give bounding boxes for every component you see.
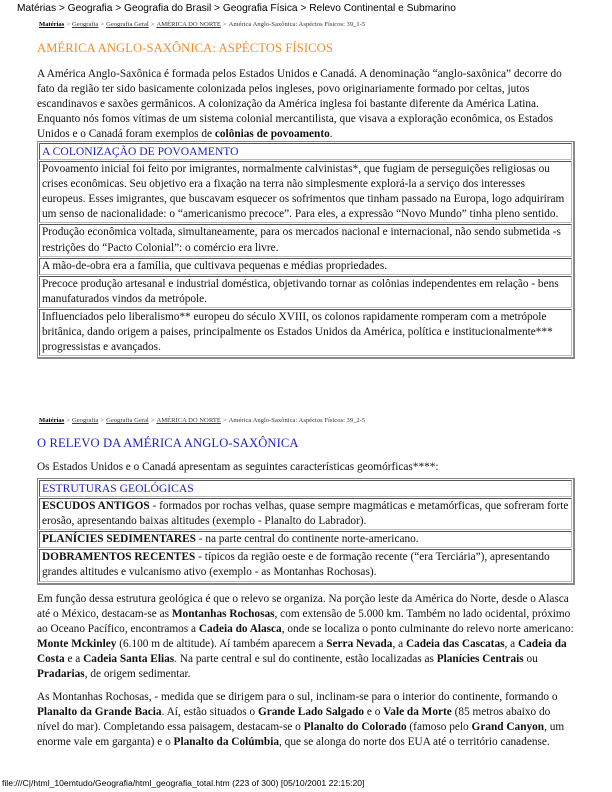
table-header: A COLONIZAÇÃO DE POVOAMENTO — [39, 143, 572, 160]
table-row: ESCUDOS ANTIGOS - formados por rochas velhas, quase sempre magmáticas e metamórficas, que sofreram forte erosão, apresentando baixas altitudes (exemplo - Planalto do Labrador). — [39, 498, 572, 530]
bold-term: Cadeia Santa Elias — [83, 653, 175, 666]
bold-term: Montanhas Rochosas — [171, 608, 275, 621]
bold-term: Pradarias — [37, 668, 85, 681]
file-footer: file:///C|/html_10emtudo/Geografia/html_geografia_total.htm (223 of 300) [05/10/2001 22:15:20] — [2, 778, 365, 788]
text-segment: , de origem sedimentar. — [84, 668, 191, 681]
text-segment: , a — [504, 638, 518, 651]
bold-term: Planalto da Colúmbia — [173, 736, 280, 749]
text-segment: e o — [364, 706, 384, 719]
bold-term: Planícies Centrais — [436, 653, 524, 666]
text-segment: . Aí, estão situados o — [161, 706, 258, 719]
breadcrumb-link-america-do-norte[interactable]: AMÉRICA DO NORTE — [156, 21, 221, 28]
row-term: ESCUDOS ANTIGOS — [42, 500, 150, 513]
bold-term: Vale da Morte — [383, 706, 452, 719]
text-segment: , onde se localiza o ponto culminante do relevo norte americano: — [281, 623, 574, 636]
colonization-table — [37, 141, 575, 359]
bold-term: Cadeia do Alasca — [198, 623, 282, 636]
table-header: ESTRUTURAS GEOLÓGICAS — [39, 480, 572, 497]
geology-table — [37, 478, 575, 585]
intro-paragraph: Os Estados Unidos e o Canadá apresentam as seguintes características geomórficas****: — [37, 461, 439, 473]
text-segment: (85 metros abaixo do nível do mar). Completando essa paisagem, destacam-se o — [37, 706, 551, 734]
bold-term: Planalto da Grande Bacia — [37, 706, 162, 719]
text-segment: e a — [64, 653, 84, 666]
bold-term: Grand Canyon — [471, 721, 545, 734]
text-segment: As Montanhas Rochosas, - medida que se dirigem para o sul, inclinam-se para o interior do continente, formando o — [37, 691, 558, 703]
table-row: Produção econômica voltada, simultaneamente, para os mercados nacional e internacional, não sendo submetida -s restrições do “Pacto Colonial”: o comércio era livre. — [39, 224, 572, 256]
breadcrumb-link-geografia[interactable]: Geografia — [71, 417, 99, 424]
section-title: O RELEVO DA AMÉRICA ANGLO-SAXÔNICA — [37, 436, 299, 450]
bold-term: Cadeia da Costa — [37, 638, 567, 666]
breadcrumb-link-materias[interactable]: Matérias — [39, 417, 65, 424]
bold-term: Planalto do Colorado — [303, 721, 407, 734]
breadcrumb-link-geografia-geral[interactable]: Geografia Geral — [106, 21, 149, 28]
top-breadcrumb: Matérias > Geografia > Geografia do Brasil > Geografia Física > Relevo Continental e Submarino — [17, 3, 456, 14]
row-term: DOBRAMENTOS RECENTES — [42, 551, 196, 564]
table-row: Influenciados pelo liberalismo** europeu do século XVIII, os colonos rapidamente romperam com a metrópole britânica, dando origem a paises, principalmente os Estados Unidos da América, política e institucionalmente*** progressistas e avançados. — [39, 309, 572, 356]
breadcrumb: Matérias > Geografia > Geografia Geral > AMÉRICA DO NORTE > América Anglo-Saxônica: Aspéctos Físicos: 39_1-5 — [39, 21, 366, 28]
intro-paragraph: A América Anglo-Saxônica é formada pelos Estados Unidos e Canadá. A denominação “anglo-saxônica” decorre do fato da região ter sido basicamente colonizada pelos ingleses, povo originariamente formado por celtas, jutos escandinavos e saxões germânicos. A colonização da América inglesa foi bastante diferente da América Latina. Enquanto nós fomos vítimas de um sistema colonial mercantilista, que visava a exploração econômica, os Estados Unidos e o Canadá foram exemplos de colônias de povoamento. — [37, 68, 562, 141]
bold-term: Grande Lado Salgado — [257, 706, 365, 719]
bold-term: Monte Mckinley — [37, 638, 117, 651]
relief-paragraph — [37, 592, 575, 683]
table-row: PLANÍCIES SEDIMENTARES - na parte central do continente norte-americano. — [39, 531, 572, 548]
section-title: AMÉRICA ANGLO-SAXÔNICA: ASPÉCTOS FÍSICOS — [37, 41, 333, 55]
breadcrumb-link-america-do-norte[interactable]: AMÉRICA DO NORTE — [156, 417, 221, 424]
bold-term: Serra Nevada — [326, 638, 393, 651]
text-segment: , que se alonga do norte dos EUA até o território canadense. — [279, 736, 550, 749]
breadcrumb: Matérias > Geografia > Geografia Geral > AMÉRICA DO NORTE > América Anglo-Saxônica: Aspéctos Físicos: 39_2-5 — [39, 417, 366, 424]
breadcrumb-current: América Anglo-Saxônica: Aspéctos Físicos: 39_2-5 — [228, 417, 366, 424]
text-segment: . Na parte central e sul do continente, estão localizadas as — [174, 653, 437, 666]
breadcrumb-link-geografia[interactable]: Geografia — [71, 21, 99, 28]
bold-term: Cadeia das Cascatas — [405, 638, 505, 651]
text-segment: , um enorme vale em garganta) e o — [37, 721, 565, 749]
text-segment: , com extensão de 5.000 km. Também no lado ocidental, próximo ao Oceano Pacífico, encontramos a — [37, 608, 571, 636]
table-row: Povoamento inicial foi feito por imigrantes, normalmente calvinistas*, que fugiam de perseguições religiosas ou crises econômicas. Seu objetivo era a fixação na terra não simplesmente explorá-la a serviço dos interesses europeus. Esses imigrantes, que buscavam esquecer os sofrimentos que tinham passado na Europa, logo adquiriram um senso de nacionalidade: o “americanismo precoce”. Para eles, a expressão “Novo Mundo” tinha pleno sentido. — [39, 161, 572, 223]
text-segment: Em função dessa estrutura geológica é que o relevo se organiza. Na porção leste da América do Norte, desde o Alasca até o México, destacam-se as — [37, 593, 569, 621]
bold-term: colônias de povoamento — [214, 128, 330, 141]
table-row: DOBRAMENTOS RECENTES - típicos da região oeste e de formação recente (“era Terciária”), apresentando grandes altitudes e vulcanismo ativo (exemplo - as Montanhas Rochosas). — [39, 549, 572, 581]
text-segment: (famoso pelo — [406, 721, 472, 734]
text-segment: , a — [392, 638, 406, 651]
row-term: PLANÍCIES SEDIMENTARES — [42, 533, 196, 546]
table-row: A mão-de-obra era a família, que cultivava pequenas e médias propriedades. — [39, 258, 572, 275]
breadcrumb-link-geografia-geral[interactable]: Geografia Geral — [106, 417, 149, 424]
table-row: Precoce produção artesanal e industrial doméstica, objetivando tornar as colônias independentes em relação - bens manufaturados vindos da metrópole. — [39, 276, 572, 308]
rockies-paragraph — [37, 690, 575, 750]
text-segment: ou — [523, 653, 538, 666]
text-segment: (6.100 m de altitude). Aí também aparecem a — [116, 638, 327, 651]
breadcrumb-current: América Anglo-Saxônica: Aspéctos Físicos: 39_1-5 — [228, 21, 366, 28]
breadcrumb-link-materias[interactable]: Matérias — [39, 21, 65, 28]
